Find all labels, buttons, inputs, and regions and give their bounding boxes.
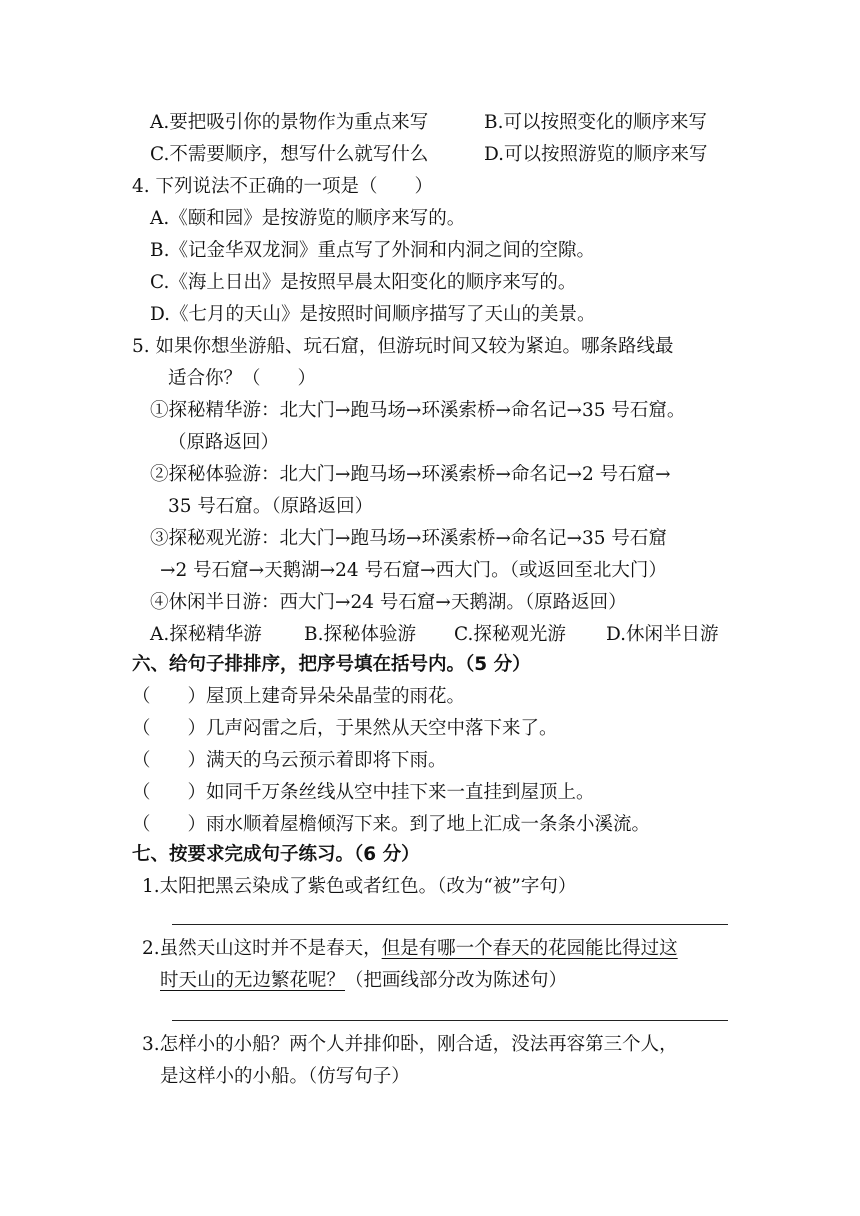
- q5-route3-line2: →2 号石窟→天鹅湖→24 号石窟→西大门。（或返回至北大门）: [160, 560, 667, 581]
- section6-item: [132, 780, 595, 806]
- section6-title: 六、给句子排排序，把序号填在括号内。（5 分）: [132, 654, 531, 675]
- q2-underlined-part1: 但是有哪一个春天的花园能比得过这: [381, 938, 678, 959]
- q5-route2-line1: ②探秘体验游：北大门→跑马场→环溪索桥→命名记→2 号石窟→: [150, 464, 671, 485]
- section7-q3-line2: 是这样小的小船。（仿写句子）: [160, 1066, 410, 1087]
- q5-route1-line2: （原路返回）: [168, 432, 280, 453]
- q5-route4: ④休闲半日游：西大门→24 号石窟→天鹅湖。（原路返回）: [150, 592, 627, 613]
- section7-q1: 1.太阳把黑云染成了紫色或者红色。（改为“被”字句）: [142, 876, 577, 897]
- q4-stem: 4. 下列说法不正确的一项是（ ）: [132, 176, 434, 197]
- answer-bracket[interactable]: （ ）: [132, 686, 207, 707]
- q5-stem-line1: 5. 如果你想坐游船、玩石窟，但游玩时间又较为紧迫。哪条路线最: [132, 336, 674, 357]
- q3-option-d: D.可以按照游览的顺序来写: [484, 144, 708, 165]
- q4-option-a: A.《颐和园》是按游览的顺序来写的。: [150, 208, 466, 229]
- answer-bracket[interactable]: （ ）: [132, 750, 207, 771]
- sentence-text: 雨水顺着屋檐倾泻下来。到了地上汇成一条条小溪流。: [206, 814, 651, 835]
- q5-route1-line1: ①探秘精华游：北大门→跑马场→环溪索桥→命名记→35 号石窟。: [150, 400, 686, 421]
- q5-stem-line2: 适合你？（ ）: [168, 368, 317, 389]
- sentence-text: 几声闷雷之后，于果然从天空中落下来了。: [206, 718, 558, 739]
- q3-option-b: B.可以按照变化的顺序来写: [484, 112, 707, 133]
- section6-item: [132, 716, 558, 742]
- q5-option-d: D.休闲半日游: [606, 624, 719, 645]
- answer-bracket[interactable]: （ ）: [132, 782, 207, 803]
- q3-option-c: C.不需要顺序，想写什么就写什么: [150, 144, 429, 165]
- section6-item: [132, 684, 465, 710]
- section7-q3-line1: 3.怎样小的小船？两个人并排仰卧，刚合适，没法再容第三个人，: [142, 1034, 678, 1055]
- sentence-text: 满天的乌云预示着即将下雨。: [206, 750, 447, 771]
- q4-option-b: B.《记金华双龙洞》重点写了外洞和内洞之间的空隙。: [150, 240, 595, 261]
- q3-option-a: A.要把吸引你的景物作为重点来写: [150, 112, 429, 133]
- answer-line[interactable]: [172, 1020, 728, 1021]
- q5-route2-line2: 35 号石窟。（原路返回）: [168, 496, 374, 517]
- q2-text: 2.虽然天山这时并不是春天，: [142, 938, 382, 959]
- sentence-text: 屋顶上建奇异朵朵晶莹的雨花。: [206, 686, 466, 707]
- q5-option-b: B.探秘体验游: [304, 624, 416, 645]
- section7-q2-line1: [142, 936, 678, 962]
- q2-underlined-part2: 时天山的无边繁花呢？: [160, 970, 346, 991]
- q2-instruction: （把画线部分改为陈述句）: [345, 970, 568, 991]
- section6-item: [132, 748, 447, 774]
- q5-option-a: A.探秘精华游: [150, 624, 262, 645]
- answer-bracket[interactable]: （ ）: [132, 718, 207, 739]
- answer-line[interactable]: [172, 924, 728, 925]
- answer-bracket[interactable]: （ ）: [132, 814, 207, 835]
- section7-title: 七、按要求完成句子练习。（6 分）: [132, 844, 420, 865]
- section7-q2-line2: [160, 968, 567, 994]
- sentence-text: 如同千万条丝线从空中挂下来一直挂到屋顶上。: [206, 782, 595, 803]
- q5-route3-line1: ③探秘观光游：北大门→跑马场→环溪索桥→命名记→35 号石窟: [150, 528, 667, 549]
- section6-item: [132, 812, 650, 838]
- q4-option-d: D.《七月的天山》是按照时间顺序描写了天山的美景。: [150, 304, 596, 325]
- q4-option-c: C.《海上日出》是按照早晨太阳变化的顺序来写的。: [150, 272, 577, 293]
- q5-option-c: C.探秘观光游: [454, 624, 566, 645]
